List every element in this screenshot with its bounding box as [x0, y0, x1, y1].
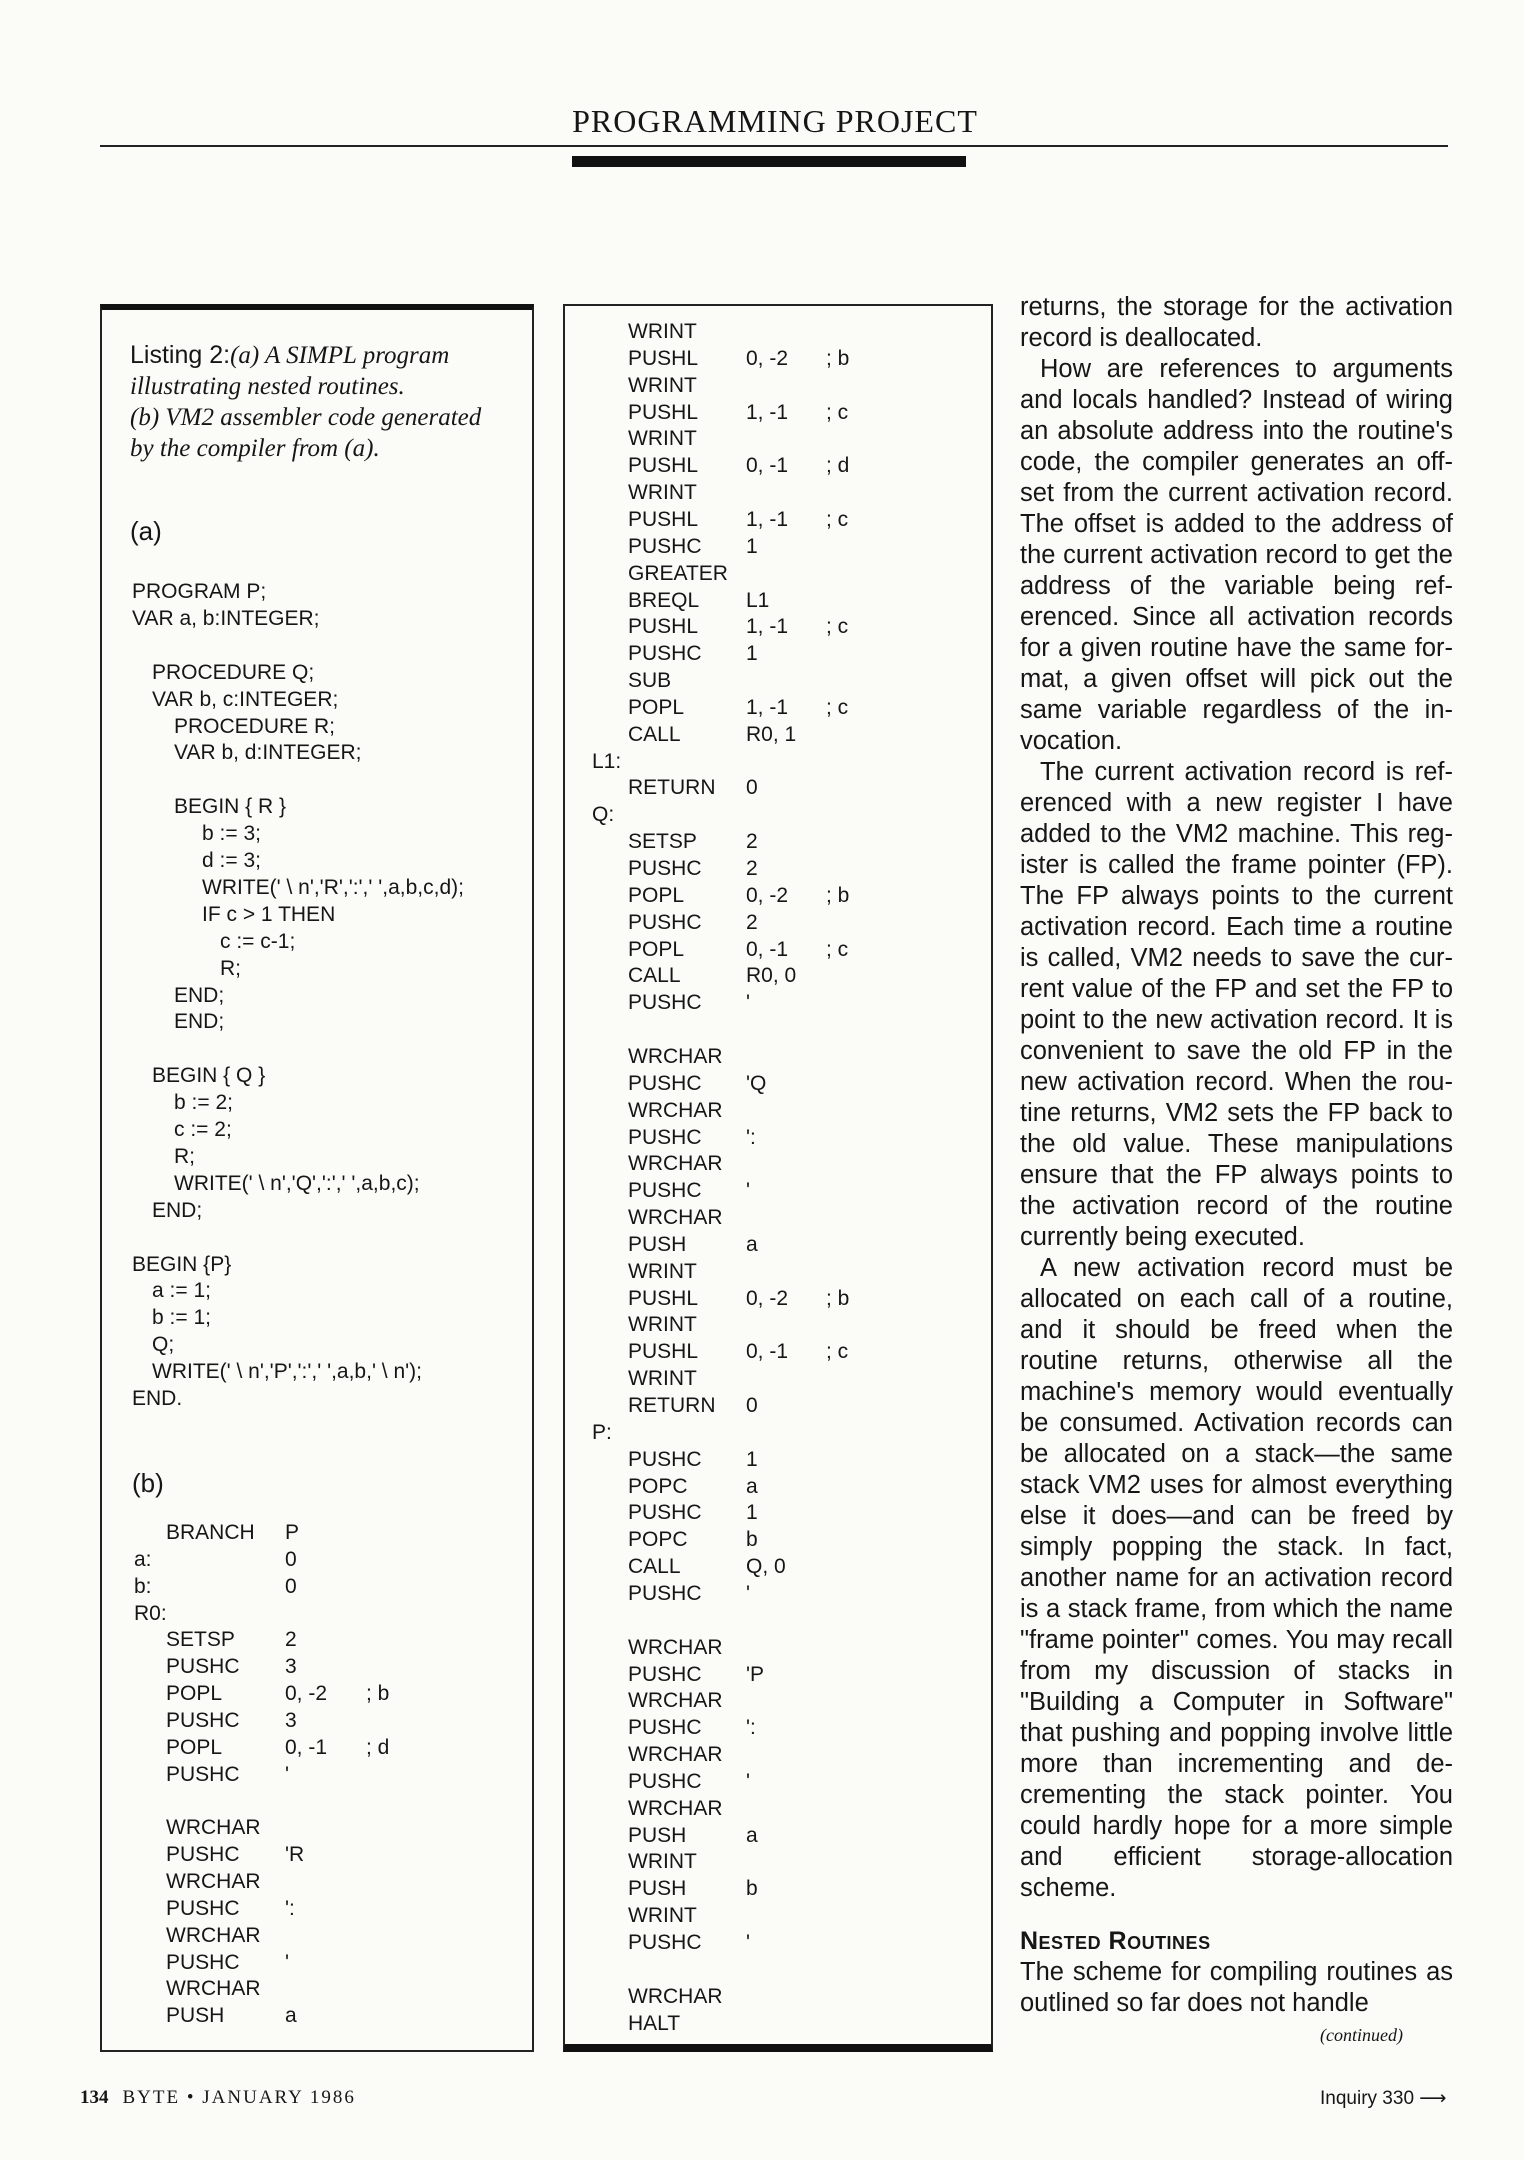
code-label: a: — [134, 1547, 152, 1571]
code-opcode: PUSHC — [166, 1896, 240, 1920]
listing-caption-text: (a) A SIMPL program — [230, 342, 450, 369]
article-paragraph: The current activation record is referenced with a new register I have added to the VM2 machine. This register is called the frame pointer (FP). The FP always points to the current activation record. Each time a routine is called, VM2 needs to save the current value of the FP and set the FP to point to the new activation record. It is convenient to save the old FP in the new activation record. When the routine returns, VM2 sets the FP back to the old value. These manipulations ensure that the FP always points to the activation record of the routine currently being executed. — [1020, 758, 1453, 1251]
code-opcode: WRINT — [628, 1313, 697, 1337]
listing-caption-line: (b) VM2 assembler code generated — [130, 404, 482, 431]
section-label-b: (b) — [132, 1468, 164, 1498]
code-operand: a — [746, 1474, 758, 1498]
program-line: END. — [132, 1387, 183, 1410]
header-rule — [100, 145, 1448, 147]
article-body-column — [1020, 292, 1453, 2019]
code-operand: ': — [746, 1125, 756, 1149]
code-operand: 1 — [746, 642, 758, 666]
code-opcode: POPL — [166, 1735, 223, 1759]
code-operand: 0, -2 — [746, 346, 789, 370]
program-line: IF c > 1 THEN — [202, 902, 336, 926]
code-opcode: SETSP — [166, 1628, 235, 1652]
code-operand: 1, -1 — [746, 695, 789, 719]
code-opcode: WRCHAR — [628, 1796, 723, 1820]
code-opcode: PUSHL — [628, 615, 699, 639]
code-comment: ; d — [366, 1735, 390, 1759]
code-opcode: PUSHC — [628, 1179, 702, 1203]
program-line: WRITE(' \ n','R',':',' ',a,b,c,d); — [202, 875, 464, 899]
code-operand: Q, 0 — [746, 1555, 786, 1579]
code-opcode: WRINT — [628, 1904, 697, 1928]
program-line: b := 2; — [174, 1091, 233, 1115]
code-opcode: PUSHL — [628, 1340, 699, 1364]
code-comment: ; b — [826, 346, 850, 370]
code-operand: 1 — [746, 1501, 758, 1525]
program-line: END; — [174, 1010, 225, 1034]
code-opcode: WRINT — [628, 427, 697, 451]
code-opcode: WRCHAR — [166, 1923, 261, 1947]
code-operand: ' — [746, 991, 751, 1015]
code-comment: ; b — [366, 1682, 390, 1706]
code-operand: 2 — [746, 830, 758, 854]
code-operand: 0, -1 — [746, 1340, 789, 1364]
code-operand: 1, -1 — [746, 400, 789, 424]
listing-caption-line: by the compiler from (a). — [130, 435, 380, 462]
program-line: VAR a, b:INTEGER; — [132, 606, 320, 630]
code-opcode: PUSHC — [166, 1843, 240, 1867]
code-opcode: WRCHAR — [628, 1984, 723, 2008]
code-operand: 2 — [746, 910, 758, 934]
program-line: END; — [152, 1198, 203, 1222]
code-operand: R0, 0 — [746, 964, 797, 988]
code-opcode: WRCHAR — [166, 1816, 261, 1840]
code-opcode: PUSHC — [628, 1931, 702, 1954]
program-line: a := 1; — [152, 1279, 211, 1303]
code-operand: 2 — [285, 1628, 297, 1652]
code-opcode: PUSH — [628, 1823, 687, 1847]
code-operand: a — [746, 1232, 758, 1256]
code-opcode: RETURN — [628, 1394, 716, 1417]
code-opcode: PUSHC — [628, 1662, 702, 1686]
code-operand: 3 — [285, 1708, 297, 1732]
code-comment: ; c — [826, 507, 849, 531]
program-line: Q; — [152, 1333, 175, 1357]
code-operand: 1 — [746, 1447, 758, 1471]
code-opcode: WRCHAR — [628, 1689, 723, 1713]
code-opcode: PUSHC — [628, 1501, 702, 1525]
code-opcode: PUSHC — [628, 1581, 702, 1605]
program-line: VAR b, c:INTEGER; — [152, 687, 339, 711]
code-opcode: POPL — [628, 883, 685, 907]
program-line: PROGRAM P; — [132, 580, 267, 603]
code-opcode: PUSHC — [628, 1447, 702, 1471]
code-opcode: PUSHL — [628, 507, 699, 531]
code-opcode: WRINT — [628, 373, 697, 397]
footer-left — [80, 2087, 356, 2109]
code-operand: 1, -1 — [746, 507, 789, 531]
code-operand: b — [746, 1877, 758, 1901]
code-opcode: WRCHAR — [628, 1152, 723, 1176]
code-opcode: PUSHC — [628, 534, 702, 558]
code-opcode: PUSHC — [166, 1655, 240, 1679]
header-bar — [572, 156, 966, 167]
listing-caption-line: illustrating nested routines. — [130, 373, 405, 400]
code-operand: 1, -1 — [746, 615, 789, 639]
code-opcode: PUSHC — [628, 991, 702, 1015]
code-opcode: PUSHC — [628, 1125, 702, 1149]
code-comment: ; c — [826, 615, 849, 639]
code-operand: ' — [746, 1581, 751, 1605]
code-operand: 0 — [285, 1547, 297, 1571]
code-opcode: PUSHC — [628, 910, 702, 934]
code-label: b: — [134, 1574, 152, 1598]
program-line: PROCEDURE Q; — [152, 660, 315, 684]
program-line: c := 2; — [174, 1118, 232, 1141]
code-opcode: PUSHC — [166, 1762, 240, 1786]
code-opcode: PUSHC — [166, 1950, 240, 1974]
code-opcode: BREQL — [628, 588, 700, 612]
code-opcode: WRCHAR — [628, 1206, 723, 1230]
program-line: BEGIN { R } — [174, 795, 287, 819]
code-operand: 'P — [746, 1662, 765, 1686]
section-heading: Nested Routines — [1020, 1927, 1211, 1955]
continued-note: (continued) — [1320, 2025, 1403, 2045]
listing-caption — [130, 340, 449, 371]
code-comment: ; c — [826, 400, 849, 424]
code-operand: b — [746, 1528, 758, 1552]
code-opcode: WRINT — [628, 1259, 697, 1283]
code-operand: ' — [285, 1950, 290, 1974]
code-label: L1: — [592, 749, 622, 773]
program-line: BEGIN { Q } — [152, 1064, 266, 1088]
code-opcode: POPL — [628, 937, 685, 961]
code-comment: ; c — [826, 1340, 849, 1364]
code-operand: 0, -1 — [746, 454, 789, 478]
code-operand: ': — [746, 1716, 756, 1740]
code-operand: 0, -1 — [746, 937, 789, 961]
code-comment: ; d — [826, 454, 850, 478]
code-opcode: SETSP — [628, 830, 697, 854]
code-opcode: HALT — [628, 2011, 681, 2035]
program-line: c := c-1; — [220, 929, 296, 953]
code-operand: ' — [285, 1762, 290, 1786]
code-operand: 3 — [285, 1655, 297, 1679]
code-opcode: SUB — [628, 669, 672, 693]
page-header-title: PROGRAMMING PROJECT — [572, 103, 978, 139]
code-opcode: WRINT — [628, 1367, 697, 1391]
code-opcode: WRINT — [628, 1850, 697, 1874]
article-paragraph: returns, the storage for the activation record is deallocated. — [1020, 293, 1453, 352]
code-opcode: PUSHL — [628, 346, 699, 370]
code-comment: ; c — [826, 695, 849, 719]
code-operand: 0 — [746, 1394, 758, 1417]
program-line: VAR b, d:INTEGER; — [174, 741, 362, 765]
code-opcode: PUSH — [628, 1232, 687, 1256]
program-line: PROCEDURE R; — [174, 714, 336, 738]
inquiry-number: Inquiry 330 ⟶ — [1320, 2088, 1447, 2109]
page-number: 134 — [80, 2087, 109, 2108]
article-paragraph: A new activation record must be allocated on each call of a routine, and it should be freed when the routine returns, otherwise all the machine's memory would eventually be consumed. Activation records can be allocated on a stack—the same stack VM2 uses for almost everything else it does—and can be freed by simply popping the stack. In fact, another name for an activation record is a stack frame, from which the name "frame pointer" comes. You may recall from my discussion of stacks in "Building a Computer in Software" that pushing and popping involve little more than incrementing and decrementing the stack pointer. You could hardly hope for a more simple and efficient storage-allocation scheme. — [1020, 1254, 1453, 1902]
code-opcode: CALL — [628, 722, 681, 746]
program-line: b := 3; — [202, 822, 261, 846]
code-operand: 0, -1 — [285, 1735, 328, 1759]
code-operand: 'Q — [746, 1071, 767, 1095]
code-operand: 0, -2 — [746, 1286, 789, 1310]
code-comment: ; b — [826, 1286, 850, 1310]
code-opcode: WRCHAR — [628, 1635, 723, 1659]
code-opcode: GREATER — [628, 561, 728, 585]
code-opcode: PUSH — [166, 2004, 225, 2028]
code-opcode: PUSHC — [628, 857, 702, 880]
listing-caption-label: Listing 2: — [130, 341, 231, 369]
code-opcode: WRCHAR — [628, 1044, 723, 1068]
code-opcode: WRCHAR — [628, 1098, 723, 1122]
program-line: END; — [174, 983, 225, 1007]
code-opcode: POPL — [166, 1682, 223, 1706]
article-paragraph: How are references to arguments and locals handled? Instead of wiring an absolute address into the routine's code, the compiler generates an offset from the current activation record. The offset is added to the address of the current activation record to get the address of the variable being referenced. Since all activation records for a given routine have the same format, a given offset will pick out the same variable regardless of the invocation. — [1020, 355, 1453, 755]
code-operand: a — [285, 2004, 297, 2028]
section-label-a: (a) — [130, 516, 162, 546]
code-operand: 'R — [285, 1843, 305, 1867]
code-opcode: PUSHL — [628, 400, 699, 424]
code-operand: ': — [285, 1896, 295, 1920]
code-opcode: RETURN — [628, 776, 716, 800]
code-opcode: PUSHL — [628, 454, 699, 478]
code-opcode: PUSHC — [628, 642, 702, 666]
code-operand: ' — [746, 1931, 751, 1954]
code-operand: a — [746, 1823, 758, 1847]
code-label: P: — [592, 1420, 612, 1444]
code-operand: ' — [746, 1769, 751, 1793]
program-line: WRITE(' \ n','P',':',' ',a,b,' \ n'); — [152, 1360, 422, 1384]
program-line: b := 1; — [152, 1306, 211, 1330]
code-operand: 0, -2 — [746, 883, 789, 907]
code-operand: L1 — [746, 588, 770, 612]
code-label: Q: — [592, 803, 615, 827]
code-opcode: PUSHC — [628, 1071, 702, 1095]
code-opcode: WRINT — [628, 320, 697, 343]
article-paragraph: The scheme for compiling routines as outlined so far does not handle — [1020, 1958, 1453, 2017]
program-line: d := 3; — [202, 849, 261, 872]
code-operand: P — [285, 1521, 300, 1544]
code-operand: 0 — [746, 776, 758, 800]
code-label: R0: — [134, 1601, 167, 1625]
program-line: R; — [174, 1144, 195, 1168]
code-comment: ; b — [826, 883, 850, 907]
code-opcode: PUSHL — [628, 1286, 699, 1310]
code-opcode: WRINT — [628, 481, 697, 505]
code-opcode: POPC — [628, 1528, 688, 1552]
code-operand: ' — [746, 1179, 751, 1203]
code-opcode: POPL — [628, 695, 685, 719]
code-operand: 1 — [746, 534, 758, 558]
code-opcode: PUSHC — [628, 1769, 702, 1793]
code-opcode: PUSHC — [166, 1708, 240, 1732]
code-opcode: POPC — [628, 1474, 688, 1498]
program-line: R; — [220, 956, 241, 980]
code-operand: R0, 1 — [746, 722, 797, 746]
code-opcode: CALL — [628, 964, 681, 988]
code-opcode: CALL — [628, 1555, 681, 1579]
code-opcode: WRCHAR — [166, 1977, 261, 2001]
code-opcode: WRCHAR — [166, 1870, 261, 1894]
program-line: BEGIN {P} — [132, 1252, 232, 1276]
code-opcode: BRANCH — [166, 1521, 255, 1544]
code-operand: 2 — [746, 857, 758, 880]
code-operand: 0 — [285, 1574, 297, 1598]
code-operand: 0, -2 — [285, 1682, 328, 1706]
magazine-issue: BYTE • JANUARY 1986 — [122, 2087, 356, 2108]
code-opcode: WRCHAR — [628, 1743, 723, 1767]
code-opcode: PUSHC — [628, 1716, 702, 1740]
code-opcode: PUSH — [628, 1877, 687, 1901]
code-comment: ; c — [826, 937, 849, 961]
program-line: WRITE(' \ n','Q',':',' ',a,b,c); — [174, 1171, 420, 1195]
